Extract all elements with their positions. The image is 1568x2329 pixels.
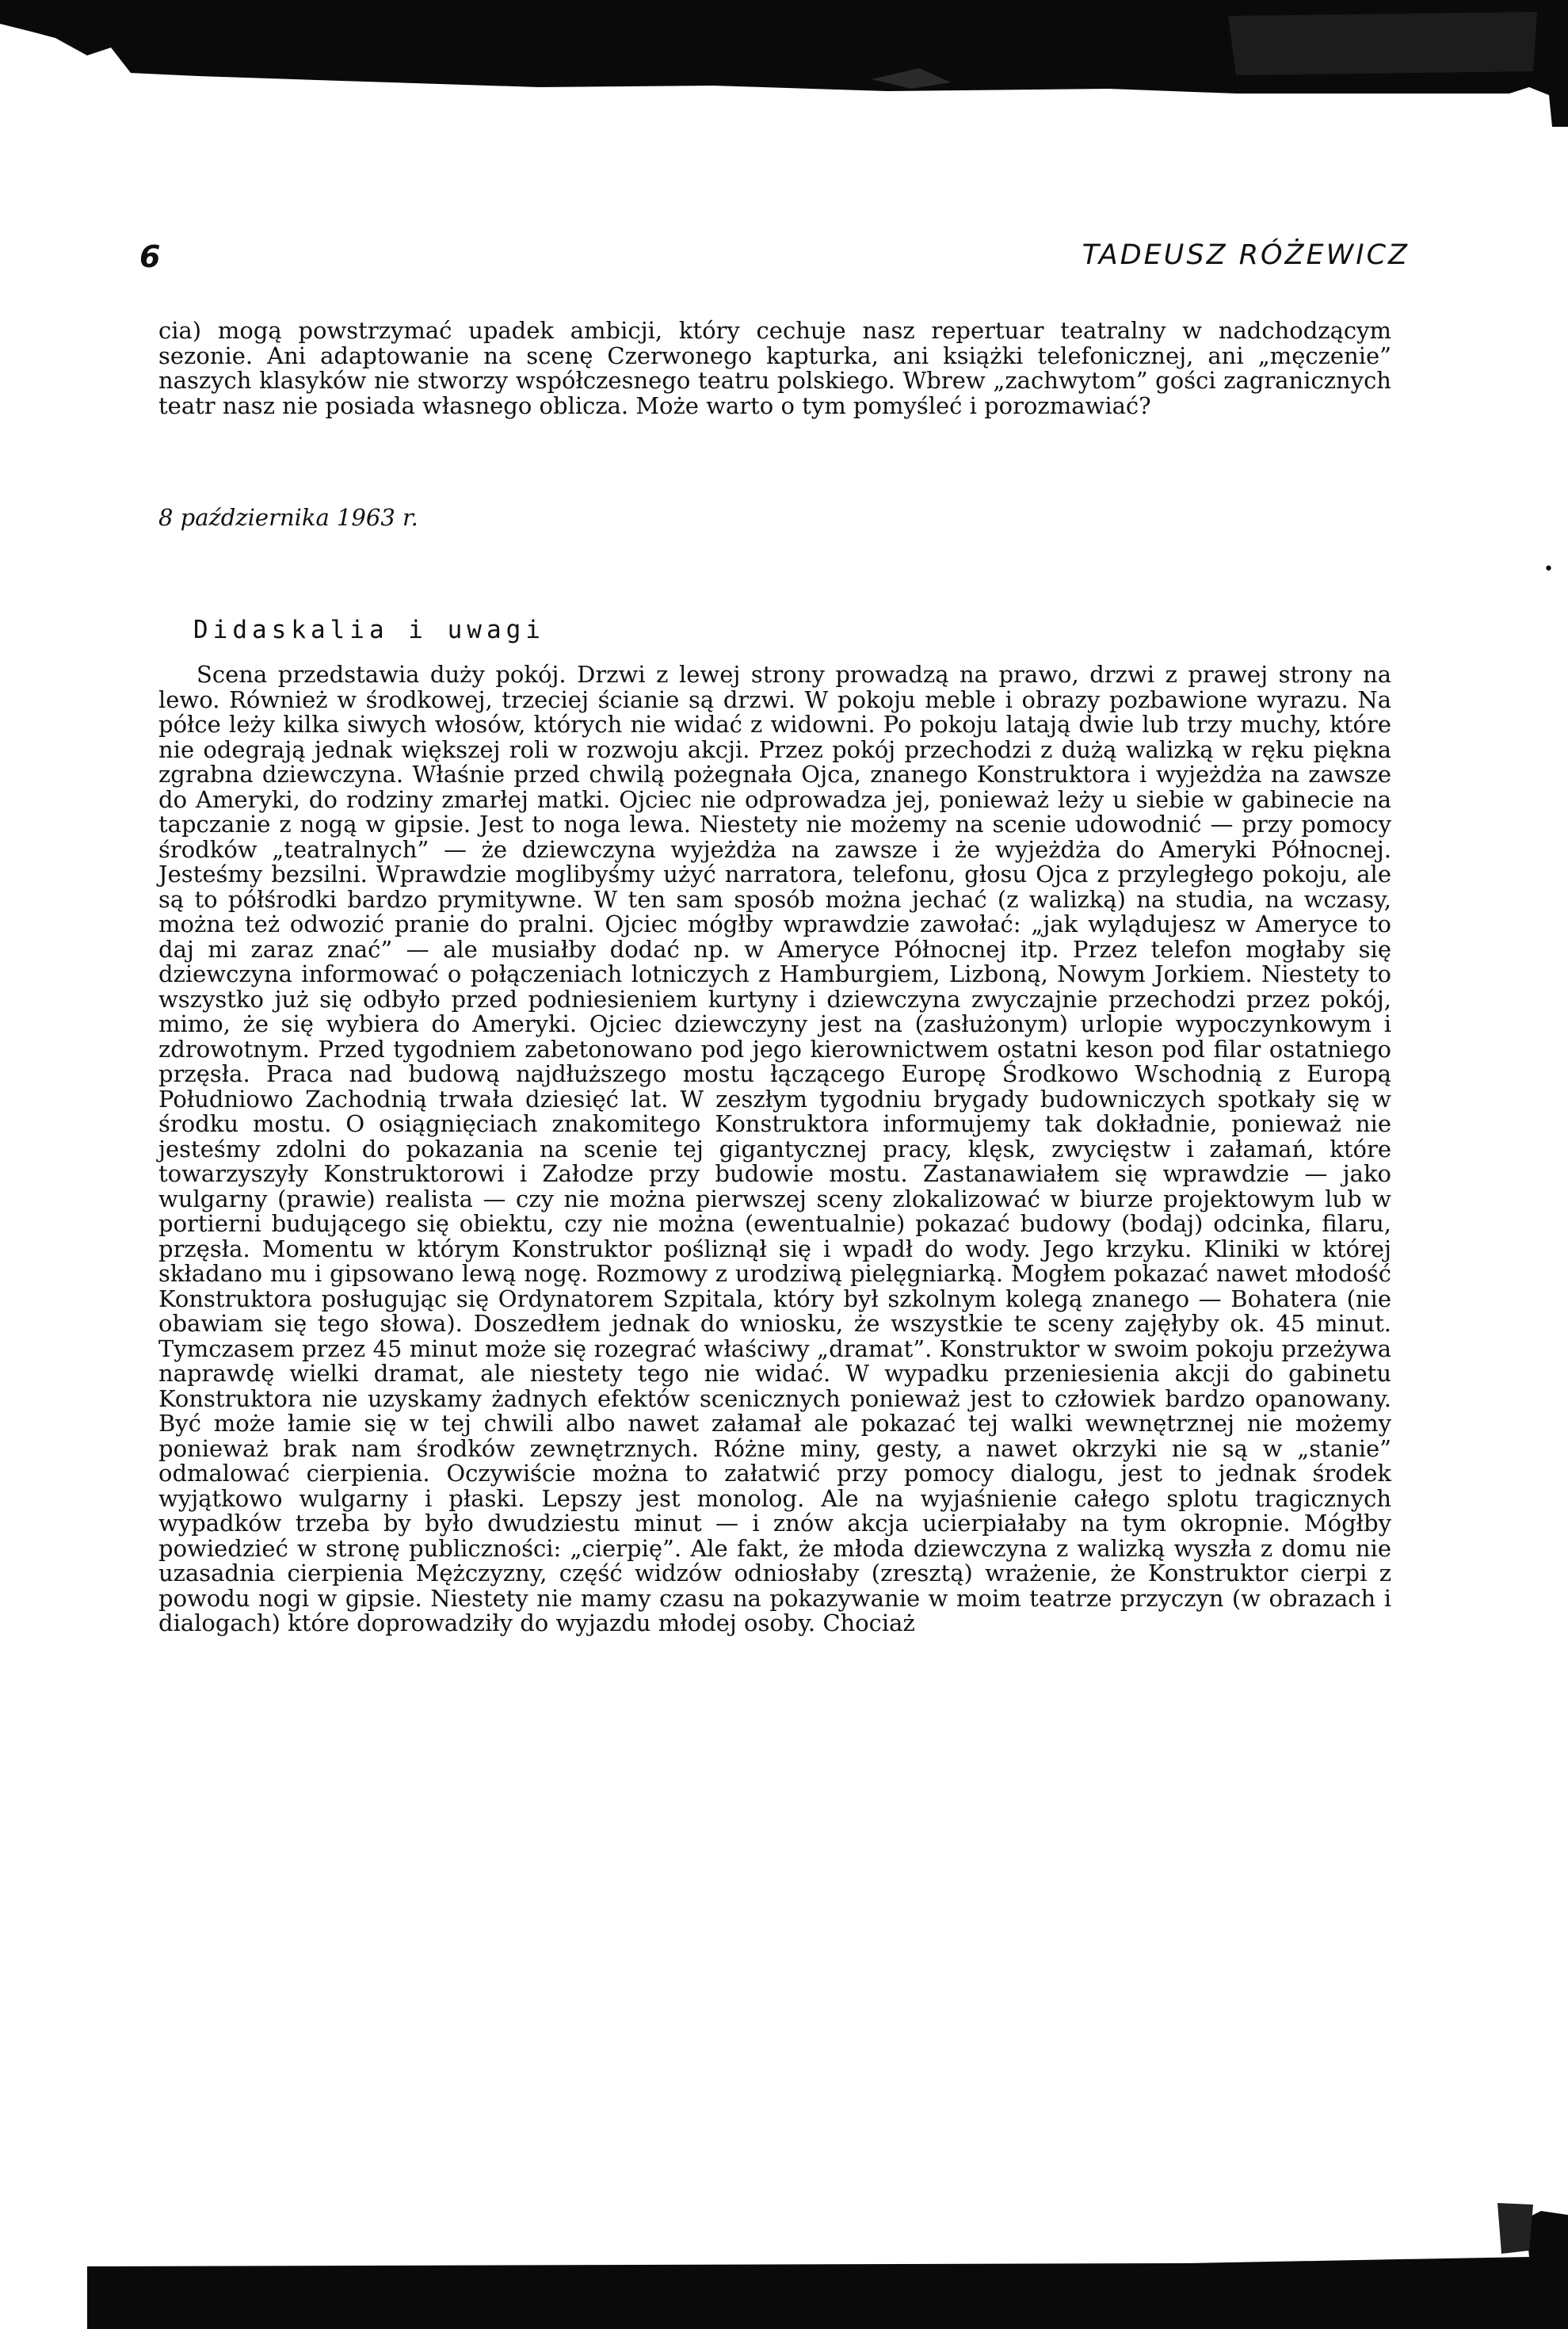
page-number: 6 [139, 239, 161, 274]
paragraph-didaskalia: Scena przedstawia duży pokój. Drzwi z lewej strony prowadzą na prawo, drzwi z prawej strony na lewo. Również w środkowej, trzeciej ścianie są drzwi. W pokoju meble i obrazy pozbawione wyrazu. Na półce leży kilka siwych włosów, których nie widać z widowni. Po pokoju latają dwie lub trzy muchy, które nie odegrają jednak większej roli w rozwoju akcji. Przez pokój przechodzi z dużą walizką w ręku piękna zgrabna dziewczyna. Właśnie przed chwilą pożegnała Ojca, znanego Konstruktora i wyjeżdża na zawsze do Ameryki, do rodziny zmarłej matki. Ojciec nie odprowadza jej, ponieważ leży u siebie w gabinecie na tapczanie z nogą w gipsie. Jest to noga lewa. Niestety nie możemy na scenie udowodnić — przy pomocy środków „teatralnych” — że dziewczyna wyjeżdża na zawsze i że wyjeżdża do Ameryki Północnej. Jesteśmy bezsilni. Wprawdzie moglibyśmy użyć narratora, telefonu, głosu Ojca z przyległego pokoju, ale są to półśrodki bardzo prymitywne. W ten sam sposób można jechać (z walizką) na studia, na wczasy, można też odwozić pranie do pralni. Ojciec mógłby wprawdzie zawołać: „jak wylądujesz w Ameryce to daj mi zaraz znać” — ale musiałby dodać np. w Ameryce Północnej itp. Przez telefon mogłaby się dziewczyna informować o połączeniach lotniczych z Hamburgiem, Lizboną, Nowym Jorkiem. Niestety to wszystko już się odbyło przed podniesieniem kurtyny i dziewczyna zwyczajnie przechodzi przez pokój, mimo, że się wybiera do Ameryki. Ojciec dziewczyny jest na (zasłużonym) urlopie wypoczynkowym i zdrowotnym. Przed tygodniem zabetonowano pod jego kierownictwem ostatni keson pod filar ostatniego przęsła. Praca nad budową najdłuższego mostu łączącego Europę Środkowo Wschodnią z Europą Południowo Zachodnią trwała dziesięć lat. W zeszłym tygodniu brygady budowniczych spotkały się w środku mostu. O osiągnięciach znakomitego Konstruktora informujemy tak dokładnie, ponieważ nie jesteśmy zdolni do pokazania na scenie tej gigantycznej pracy, klęsk, zwycięstw i załamań, które towarzyszyły Konstruktorowi i Załodze przy budowie mostu. Zastanawiałem się wprawdzie — jako wulgarny (prawie) realista — czy nie można pierwszej sceny zlokalizować w biurze projektowym lub w portierni budującego się obiektu, czy nie można (ewentualnie) pokazać budowy (bodaj) odcinka, filaru, przęsła. Momentu w którym Konstruktor pośliznął się i wpadł do wody. Jego krzyku. Kliniki w której składano mu i gipsowano lewą nogę. Rozmowy z urodziwą pielęgniarką. Mogłem pokazać nawet młodość Konstruktora posługując się Ordynatorem Szpitala, który był szkolnym kolegą znanego — Bohatera (nie obawiam się tego słowa). Doszedłem jednak do wniosku, że wszystkie te sceny zajęłyby ok. 45 minut. Tymczasem przez 45 minut może się rozegrać właściwy „dramat”. Konstruktor w swoim pokoju przeżywa naprawdę wielki dramat, ale niestety tego nie widać. W wypadku przeniesienia akcji do gabinetu Konstruktora nie uzyskamy żadnych efektów scenicznych ponieważ jest to człowiek bardzo opanowany. Być może łamie się w tej chwili albo nawet załamał ale pokazać tej walki wewnętrznej nie możemy ponieważ brak nam środków zewnętrznych. Różne miny, gesty, a nawet okrzyki nie są w „stanie” odmalować cierpienia. Oczywiście można to załatwić przy pomocy dialogu, jest to jednak środek wyjątkowo wulgarny i płaski. Lepszy jest monolog. Ale na wyjaśnienie całego splotu tragicznych wypadków trzeba by było dwudziestu minut — i znów akcja ucierpiałaby na tym okropnie. Mógłby powiedzieć w stronę publiczności: „cierpię”. Ale fakt, że młoda dziewczyna z walizką wyszła z domu nie uzasadnia cierpienia Mężczyzny, część widzów odniosłaby (zresztą) wrażenie, że Konstruktor cierpi z powodu nogi w gipsie. Niestety nie mamy czasu na pokazywanie w moim teatrze przyczyn (w obrazach i dialogach) które doprowadziły do wyjazdu młodej osoby. Chociaż [158, 661, 1391, 1636]
paragraph-continuation: cia) mogą powstrzymać upadek ambicji, który cechuje nasz repertuar teatralny w nadchodzącym sezonie. Ani adaptowanie na scenę Czerwonego kapturka, ani książki telefonicznej, ani „męczenie” naszych klasyków nie stworzy współczesnego teatru polskiego. Wbrew „zachwytom” gości zagranicznych teatr nasz nie posiada własnego oblicza. Może warto o tym pomyśleć i porozmawiać? [158, 317, 1391, 419]
scan-artifact-bottom [0, 2187, 1568, 2329]
running-head-author: TADEUSZ RÓŻEWICZ [1082, 239, 1410, 271]
scan-artifact-top [0, 0, 1568, 127]
section-heading: Didaskalia i uwagi [193, 615, 545, 644]
margin-speck: • [1543, 559, 1554, 579]
date-line: 8 października 1963 r. [158, 504, 418, 531]
